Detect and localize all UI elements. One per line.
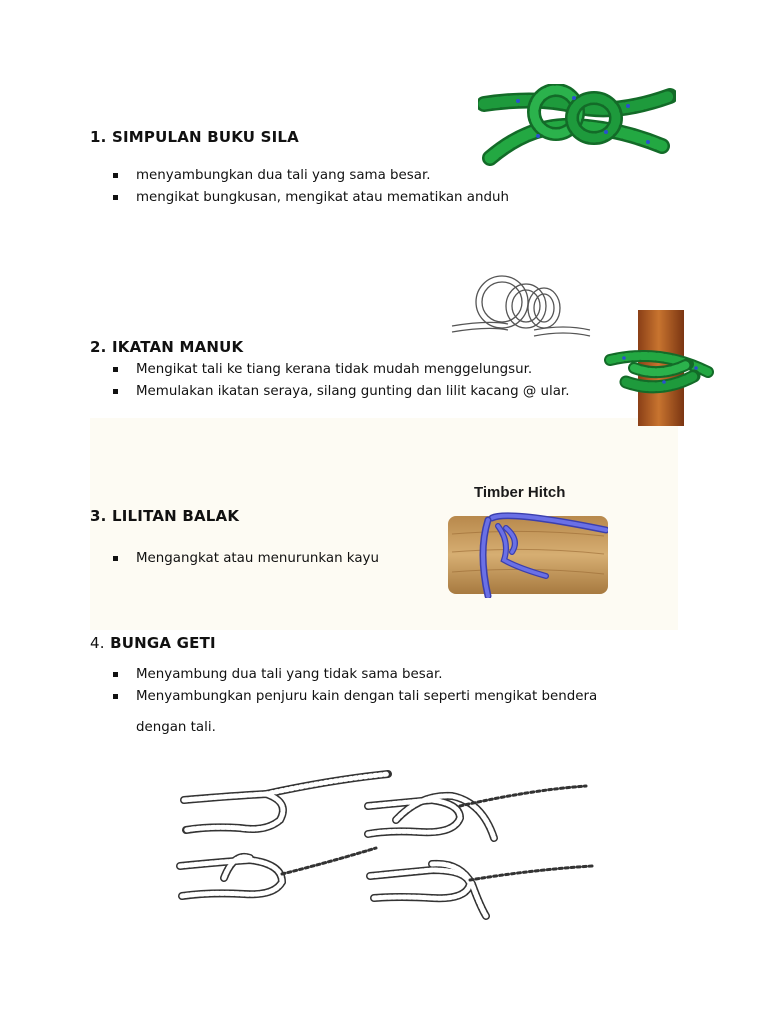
heading-bunga-geti: 4. BUNGA GETI bbox=[90, 634, 216, 652]
clove-hitch-drawing bbox=[448, 268, 594, 344]
list-item: Menyambungkan penjuru kain dengan tali seperti mengikat bendera bbox=[112, 686, 597, 708]
list-item: Menyambung dua tali yang tidak sama besar. bbox=[112, 664, 597, 686]
bullet-list-section-1 bbox=[112, 165, 509, 209]
reef-knot-image bbox=[478, 84, 676, 168]
list-item: menyambungkan dua tali yang sama besar. bbox=[112, 165, 509, 187]
list-item: Mengangkat atau menurunkan kayu bbox=[112, 548, 379, 570]
bullet-list-section-4 bbox=[112, 664, 597, 708]
list-item: Mengikat tali ke tiang kerana tidak mudah menggelungsur. bbox=[112, 359, 569, 381]
timber-hitch-image bbox=[448, 512, 608, 598]
heading-simpulan-buku-sila: 1. SIMPULAN BUKU SILA bbox=[90, 128, 299, 146]
heading-ikatan-manuk: 2. IKATAN MANUK bbox=[90, 338, 244, 356]
list-item: mengikat bungkusan, mengikat atau mematikan anduh bbox=[112, 187, 509, 209]
list-item: Memulakan ikatan seraya, silang gunting dan lilit kacang @ ular. bbox=[112, 381, 569, 403]
heading-lilitan-balak: 3. LILITAN BALAK bbox=[90, 507, 240, 525]
sheet-bend-steps-drawing bbox=[170, 766, 600, 926]
pole-hitch-image bbox=[604, 308, 716, 428]
bullet-list-section-3 bbox=[112, 548, 379, 570]
timber-hitch-label: Timber Hitch bbox=[474, 484, 566, 501]
bullet-list-section-2 bbox=[112, 359, 569, 403]
bullet-continuation-text: dengan tali. bbox=[136, 720, 216, 735]
